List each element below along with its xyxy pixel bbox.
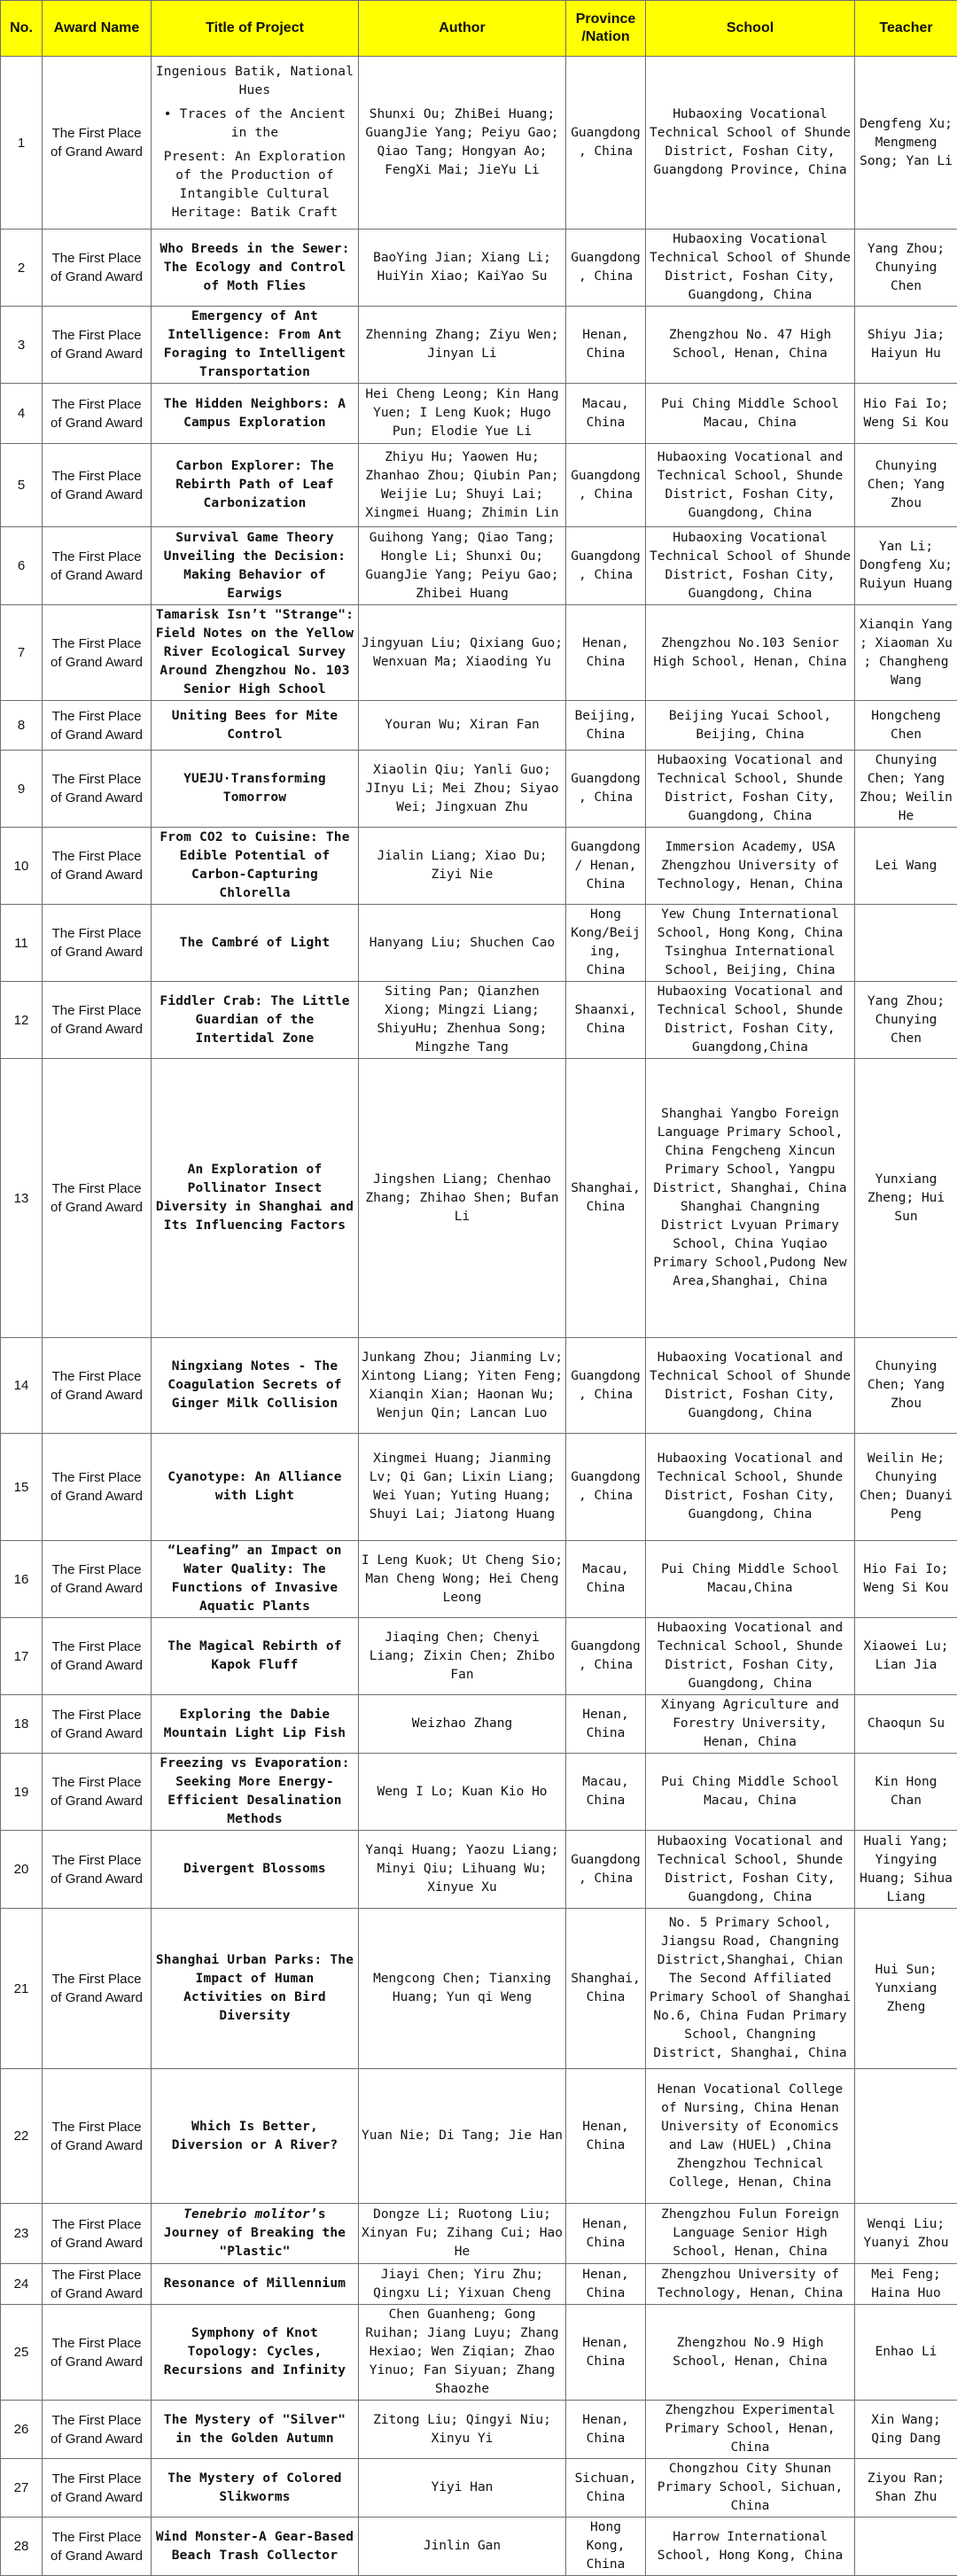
project-title-text: Carbon Explorer: The Rebirth Path of Leaf Carbonization [175,459,334,510]
teacher-names: Chunying Chen; Yang Zhou [855,1338,957,1434]
award-name: The First Place of Grand Award [43,2069,152,2204]
row-number: 16 [1,1541,43,1618]
award-name: The First Place of Grand Award [43,1059,152,1338]
project-title [152,2305,359,2401]
project-title-text: The Mystery of "Silver" in the Golden Autumn [164,2413,346,2446]
project-title [152,527,359,605]
school-name: Zhengzhou No.9 High School, Henan, China [646,2305,855,2401]
project-title-text: Tamarisk Isn’t "Strange": Field Notes on the Yellow River Ecological Survey Around Zhengzhou No. 103 Senior High School [156,608,354,697]
province-nation: Guangdong, China [566,1434,646,1541]
row-number: 18 [1,1695,43,1754]
author-names: Jingshen Liang; Chenhao Zhang; Zhihao Shen; Bufan Li [359,1059,566,1338]
teacher-names: Yang Zhou; Chunying Chen [855,982,957,1059]
project-title-text: Freezing vs Evaporation: Seeking More Energy-Efficient Desalination Methods [160,1756,349,1826]
author-names: Xiaolin Qiu; Yanli Guo; JInyu Li; Mei Zhou; Siyao Wei; Jingxuan Zhu [359,751,566,828]
teacher-names: Mei Feng; Haina Huo [855,2264,957,2305]
author-names: Jiaqing Chen; Chenyi Liang; Zixin Chen; Zhibo Fan [359,1618,566,1695]
award-name: The First Place of Grand Award [43,905,152,982]
row-number: 19 [1,1754,43,1831]
school-name: Hubaoxing Vocational and Technical School, Shunde District, Foshan City, Guangdong, China [646,1618,855,1695]
project-title [152,751,359,828]
award-name: The First Place of Grand Award [43,2401,152,2459]
project-title [152,1059,359,1338]
school-name: Zhengzhou No. 47 High School, Henan, China [646,307,855,384]
table-row [1,751,957,828]
author-names: Youran Wu; Xiran Fan [359,701,566,751]
table-row [1,1831,957,1909]
row-number: 24 [1,2264,43,2305]
province-nation: Guangdong, China [566,230,646,307]
school-name: Zhengzhou Fulun Foreign Language Senior High School, Henan, China [646,2204,855,2264]
project-title-text: The Cambré of Light [180,936,331,950]
table-row [1,2305,957,2401]
teacher-names: Dengfeng Xu; Mengmeng Song; Yan Li [855,57,957,230]
header-province [566,1,646,57]
teacher-names: Xianqin Yang ; Xiaoman Xu ; Changheng Wang [855,605,957,701]
province-nation: Guangdong, China [566,444,646,527]
author-names: Zitong Liu; Qingyi Niu; Xinyu Yi [359,2401,566,2459]
award-name: The First Place of Grand Award [43,1338,152,1434]
project-title [152,444,359,527]
table-row [1,444,957,527]
author-names: Hei Cheng Leong; Kin Hang Yuen; I Leng Kuok; Hugo Pun; Elodie Yue Li [359,384,566,444]
table-row [1,527,957,605]
header-row [1,1,957,57]
table-row [1,1754,957,1831]
award-name: The First Place of Grand Award [43,444,152,527]
project-title-text: Divergent Blossoms [183,1862,326,1876]
author-names: Yiyi Han [359,2459,566,2518]
award-name: The First Place of Grand Award [43,1618,152,1695]
school-name: Hubaoxing Vocational and Technical School, Shunde District, Foshan City, Guangdong, China [646,444,855,527]
school-name: Hubaoxing Vocational and Technical School of Shunde District, Foshan City, Guangdong, China [646,1338,855,1434]
province-nation: Guangdong/ Henan, China [566,828,646,905]
province-nation: Henan, China [566,2204,646,2264]
award-name: The First Place of Grand Award [43,230,152,307]
header-award: Award Name [43,1,152,57]
school-name: Zhengzhou No.103 Senior High School, Henan, China [646,605,855,701]
table-row [1,57,957,230]
province-nation: Guangdong, China [566,57,646,230]
row-number: 27 [1,2459,43,2518]
province-nation: Macau, China [566,1541,646,1618]
row-number: 9 [1,751,43,828]
project-title-text: Ningxiang Notes - The Coagulation Secrets of Ginger Milk Collision [167,1359,341,1411]
award-name: The First Place of Grand Award [43,2518,152,2576]
author-names: Zhiyu Hu; Yaowen Hu; Zhanhao Zhou; Qiubin Pan; Weijie Lu; Shuyi Lai; Xingmei Huang; Zhimin Lin [359,444,566,527]
author-names: Shunxi Ou; ZhiBei Huang; GuangJie Yang; Peiyu Gao; Qiao Tang; Hongyan Ao; FengXi Mai; JieYu Li [359,57,566,230]
province-nation: Beijing, China [566,701,646,751]
project-title [152,1618,359,1695]
project-title [152,1338,359,1434]
table-row [1,1909,957,2069]
school-name: Pui Ching Middle School Macau, China [646,1754,855,1831]
award-name: The First Place of Grand Award [43,2264,152,2305]
table-row [1,2204,957,2264]
school-name: Zhengzhou Experimental Primary School, Henan, China [646,2401,855,2459]
teacher-names: Huali Yang; Yingying Huang; Sihua Liang [855,1831,957,1909]
province-nation: Henan, China [566,2069,646,2204]
province-nation: Shanghai, China [566,1059,646,1338]
row-number: 21 [1,1909,43,2069]
table-row [1,905,957,982]
project-title [152,1754,359,1831]
project-title [152,2264,359,2305]
award-name: The First Place of Grand Award [43,384,152,444]
table-row [1,1695,957,1754]
teacher-names: Shiyu Jia; Haiyun Hu [855,307,957,384]
project-title-text: Exploring the Dabie Mountain Light Lip Fish [164,1708,346,1740]
project-title-text: Which Is Better, Diversion or A River? [172,2120,338,2152]
province-nation: Hong Kong, China [566,2518,646,2576]
project-title [152,1434,359,1541]
province-nation: Henan, China [566,2305,646,2401]
table-row [1,1618,957,1695]
teacher-names: Enhao Li [855,2305,957,2401]
author-names: Xingmei Huang; Jianming Lv; Qi Gan; Lixin Liang; Wei Yuan; Yuting Huang; Shuyi Lai; Jiatong Huang [359,1434,566,1541]
table-row [1,701,957,751]
project-title [152,1695,359,1754]
award-name: The First Place of Grand Award [43,307,152,384]
row-number: 14 [1,1338,43,1434]
award-name: The First Place of Grand Award [43,605,152,701]
school-name: No. 5 Primary School, Jiangsu Road, Changning District,Shanghai, Chian The Second Affiliated Primary School of Shanghai No.6, China Fudan Primary School, Changning District, Shanghai, China [646,1909,855,2069]
project-title-text: Wind Monster-A Gear-Based Beach Trash Collector [156,2530,354,2563]
teacher-names: Hio Fai Io; Weng Si Kou [855,384,957,444]
project-title-text: The Hidden Neighbors: A Campus Exploration [164,397,346,430]
province-nation: Macau, China [566,384,646,444]
teacher-names [855,905,957,982]
project-title [152,1909,359,2069]
header-title: Title of Project [152,1,359,57]
project-title-text: Who Breeds in the Sewer: The Ecology and Control of Moth Flies [160,242,349,293]
school-name: Hubaoxing Vocational Technical School of Shunde District, Foshan City, Guangdong, China [646,527,855,605]
table-body [1,57,957,2576]
author-names: Guihong Yang; Qiao Tang; Hongle Li; Shunxi Ou; GuangJie Yang; Peiyu Gao; Zhibei Huang [359,527,566,605]
school-name: Henan Vocational College of Nursing, China Henan University of Economics and Law (HUEL) ,China Zhengzhou Technical College, Henan, China [646,2069,855,2204]
province-nation: Guangdong, China [566,1338,646,1434]
award-name: The First Place of Grand Award [43,2204,152,2264]
table-row [1,1059,957,1338]
award-name: The First Place of Grand Award [43,1541,152,1618]
project-title [152,828,359,905]
school-name: Hubaoxing Vocational and Technical School, Shunde District, Foshan City, Guangdong, China [646,751,855,828]
school-name: Harrow International School, Hong Kong, China [646,2518,855,2576]
province-nation: Henan, China [566,2264,646,2305]
project-title-text: Resonance of Millennium [164,2276,346,2291]
teacher-names: Yunxiang Zheng; Hui Sun [855,1059,957,1338]
table-row [1,1338,957,1434]
author-names: Zhenning Zhang; Ziyu Wen; Jinyan Li [359,307,566,384]
row-number: 26 [1,2401,43,2459]
table-row [1,2518,957,2576]
author-names: Weng I Lo; Kuan Kio Ho [359,1754,566,1831]
award-name: The First Place of Grand Award [43,828,152,905]
award-name: The First Place of Grand Award [43,527,152,605]
school-name: Hubaoxing Vocational and Technical School, Shunde District, Foshan City, Guangdong, China [646,1434,855,1541]
project-title [152,2069,359,2204]
school-name: Pui Ching Middle School Macau,China [646,1541,855,1618]
row-number: 2 [1,230,43,307]
teacher-names: Chunying Chen; Yang Zhou [855,444,957,527]
province-nation: Henan, China [566,1695,646,1754]
row-number: 8 [1,701,43,751]
project-title-text: Shanghai Urban Parks: The Impact of Human Activities on Bird Diversity [156,1953,354,2023]
award-name: The First Place of Grand Award [43,2305,152,2401]
row-number: 10 [1,828,43,905]
row-number: 25 [1,2305,43,2401]
table-row [1,1434,957,1541]
school-name: Hubaoxing Vocational Technical School of Shunde District, Foshan City, Guangdong, China [646,230,855,307]
teacher-names: Hongcheng Chen [855,701,957,751]
project-title [152,2459,359,2518]
table-row [1,1541,957,1618]
author-names: Jingyuan Liu; Qixiang Guo; Wenxuan Ma; Xiaoding Yu [359,605,566,701]
row-number: 12 [1,982,43,1059]
project-title-text: Symphony of Knot Topology: Cycles, Recursions and Infinity [164,2326,346,2378]
project-title-line: Ingenious Batik, National Hues [154,63,355,100]
project-title-text: Cyanotype: An Alliance with Light [167,1470,341,1503]
award-name: The First Place of Grand Award [43,1695,152,1754]
header-province-label: Province /Nation [576,12,636,44]
teacher-names: Yan Li; Dongfeng Xu; Ruiyun Huang [855,527,957,605]
row-number: 11 [1,905,43,982]
table-row [1,2401,957,2459]
school-name: Hubaoxing Vocational Technical School of Shunde District, Foshan City, Guangdong Province, China [646,57,855,230]
header-no: No. [1,1,43,57]
school-name: Hubaoxing Vocational and Technical School, Shunde District, Foshan City, Guangdong,China [646,982,855,1059]
header-author: Author [359,1,566,57]
project-title [152,230,359,307]
school-name: Xinyang Agriculture and Forestry University, Henan, China [646,1695,855,1754]
project-title-text: Uniting Bees for Mite Control [172,709,338,742]
author-names: Mengcong Chen; Tianxing Huang; Yun qi Weng [359,1909,566,2069]
row-number: 7 [1,605,43,701]
project-title [152,1541,359,1618]
project-title [152,1831,359,1909]
teacher-names: Xin Wang; Qing Dang [855,2401,957,2459]
project-title-text: An Exploration of Pollinator Insect Diversity in Shanghai and Its Influencing Factors [156,1163,354,1233]
award-name: The First Place of Grand Award [43,1434,152,1541]
award-name: The First Place of Grand Award [43,982,152,1059]
teacher-names [855,2518,957,2576]
teacher-names: Ziyou Ran; Shan Zhu [855,2459,957,2518]
teacher-names: Hui Sun; Yunxiang Zheng [855,1909,957,2069]
table-row [1,2459,957,2518]
province-nation: Shanghai, China [566,1909,646,2069]
author-names: Weizhao Zhang [359,1695,566,1754]
author-names: Yanqi Huang; Yaozu Liang; Minyi Qiu; Lihuang Wu; Xinyue Xu [359,1831,566,1909]
author-names: Yuan Nie; Di Tang; Jie Han [359,2069,566,2204]
school-name: Chongzhou City Shunan Primary School, Sichuan, China [646,2459,855,2518]
province-nation: Shaanxi, China [566,982,646,1059]
header-school: School [646,1,855,57]
project-title-text: The Mystery of Colored Slikworms [167,2471,341,2504]
author-names: Jinlin Gan [359,2518,566,2576]
author-names: BaoYing Jian; Xiang Li; HuiYin Xiao; KaiYao Su [359,230,566,307]
project-title-text: From CO2 to Cuisine: The Edible Potential of Carbon-Capturing Chlorella [160,830,349,900]
teacher-names: Wenqi Liu; Yuanyi Zhou [855,2204,957,2264]
row-number: 15 [1,1434,43,1541]
province-nation: Guangdong, China [566,1618,646,1695]
project-title-italic: Tenebrio molitor [183,2207,310,2222]
project-title-text: YUEJU·Transforming Tomorrow [183,772,326,805]
row-number: 4 [1,384,43,444]
project-title-line: Present: An Exploration of the Production of Intangible Cultural Heritage: Batik Craft [154,148,355,222]
teacher-names: Yang Zhou; Chunying Chen [855,230,957,307]
author-names: Siting Pan; Qianzhen Xiong; Mingzi Liang; ShiyuHu; Zhenhua Song; Mingzhe Tang [359,982,566,1059]
teacher-names [855,2069,957,2204]
province-nation: Henan, China [566,307,646,384]
row-number: 17 [1,1618,43,1695]
project-title-text: Emergency of Ant Intelligence: From Ant Foraging to Intelligent Transportation [164,309,346,379]
province-nation: Hong Kong/Beijing, China [566,905,646,982]
author-names: Jiayi Chen; Yiru Zhu; Qingxu Li; Yixuan Cheng [359,2264,566,2305]
table-row [1,384,957,444]
project-title [152,2204,359,2264]
school-name: Immersion Academy, USA Zhengzhou University of Technology, Henan, China [646,828,855,905]
row-number: 3 [1,307,43,384]
project-title-text: The Magical Rebirth of Kapok Fluff [167,1639,341,1672]
row-number: 5 [1,444,43,527]
project-title [152,307,359,384]
project-title [152,605,359,701]
table-row [1,605,957,701]
row-number: 22 [1,2069,43,2204]
author-names: Hanyang Liu; Shuchen Cao [359,905,566,982]
award-name: The First Place of Grand Award [43,2459,152,2518]
author-names: I Leng Kuok; Ut Cheng Sio; Man Cheng Wong; Hei Cheng Leong [359,1541,566,1618]
project-title [152,57,359,230]
table-row [1,307,957,384]
province-nation: Sichuan, China [566,2459,646,2518]
teacher-names: Xiaowei Lu; Lian Jia [855,1618,957,1695]
teacher-names: Chunying Chen; Yang Zhou; Weilin He [855,751,957,828]
province-nation: Macau, China [566,1754,646,1831]
table-row [1,230,957,307]
award-name: The First Place of Grand Award [43,1831,152,1909]
province-nation: Henan, China [566,605,646,701]
row-number: 20 [1,1831,43,1909]
province-nation: Guangdong, China [566,527,646,605]
author-names: Junkang Zhou; Jianming Lv; Xintong Liang; Yiten Feng; Xianqin Xian; Haonan Wu; Wenjun Qin; Lancan Luo [359,1338,566,1434]
table-row [1,2069,957,2204]
project-title-text: ’s Journey of Breaking the "Plastic" [164,2207,346,2259]
award-name: The First Place of Grand Award [43,57,152,230]
province-nation: Guangdong, China [566,1831,646,1909]
table-row [1,982,957,1059]
project-title [152,384,359,444]
project-title [152,982,359,1059]
school-name: Zhengzhou University of Technology, Henan, China [646,2264,855,2305]
row-number: 23 [1,2204,43,2264]
school-name: Beijing Yucai School, Beijing, China [646,701,855,751]
table-row [1,2264,957,2305]
row-number: 13 [1,1059,43,1338]
province-nation: Guangdong, China [566,751,646,828]
project-title [152,905,359,982]
province-nation: Henan, China [566,2401,646,2459]
project-title [152,2518,359,2576]
header-teacher: Teacher [855,1,957,57]
award-name: The First Place of Grand Award [43,1754,152,1831]
school-name: Yew Chung International School, Hong Kong, China Tsinghua International School, Beijing, China [646,905,855,982]
teacher-names: Weilin He; Chunying Chen; Duanyi Peng [855,1434,957,1541]
row-number: 28 [1,2518,43,2576]
teacher-names: Chaoqun Su [855,1695,957,1754]
author-names: Chen Guanheng; Gong Ruihan; Jiang Luyu; Zhang Hexiao; Wen Ziqian; Zhao Yinuo; Fan Siyuan; Zhang Shaozhe [359,2305,566,2401]
author-names: Dongze Li; Ruotong Liu; Xinyan Fu; Zihang Cui; Hao He [359,2204,566,2264]
author-names: Jialin Liang; Xiao Du; Ziyi Nie [359,828,566,905]
teacher-names: Hio Fai Io; Weng Si Kou [855,1541,957,1618]
school-name: Shanghai Yangbo Foreign Language Primary School, China Fengcheng Xincun Primary School, Yangpu District, Shanghai, China Shanghai Changning District Lvyuan Primary School, China Yuqiao Primary School,Pudong New Area,Shanghai, China [646,1059,855,1338]
project-title [152,701,359,751]
award-name: The First Place of Grand Award [43,1909,152,2069]
teacher-names: Kin Hong Chan [855,1754,957,1831]
award-name: The First Place of Grand Award [43,751,152,828]
project-title-line: • Traces of the Ancient in the [154,105,355,143]
project-title-text: Survival Game Theory Unveiling the Decision: Making Behavior of Earwigs [164,531,346,601]
school-name: Pui Ching Middle School Macau, China [646,384,855,444]
project-title-text: Fiddler Crab: The Little Guardian of the Intertidal Zone [160,994,349,1046]
school-name: Hubaoxing Vocational and Technical School, Shunde District, Foshan City, Guangdong, China [646,1831,855,1909]
project-title-text: “Leafing” an Impact on Water Quality: The Functions of Invasive Aquatic Plants [167,1544,341,1614]
project-title [152,2401,359,2459]
table-row [1,828,957,905]
row-number: 1 [1,57,43,230]
award-name: The First Place of Grand Award [43,701,152,751]
teacher-names: Lei Wang [855,828,957,905]
row-number: 6 [1,527,43,605]
